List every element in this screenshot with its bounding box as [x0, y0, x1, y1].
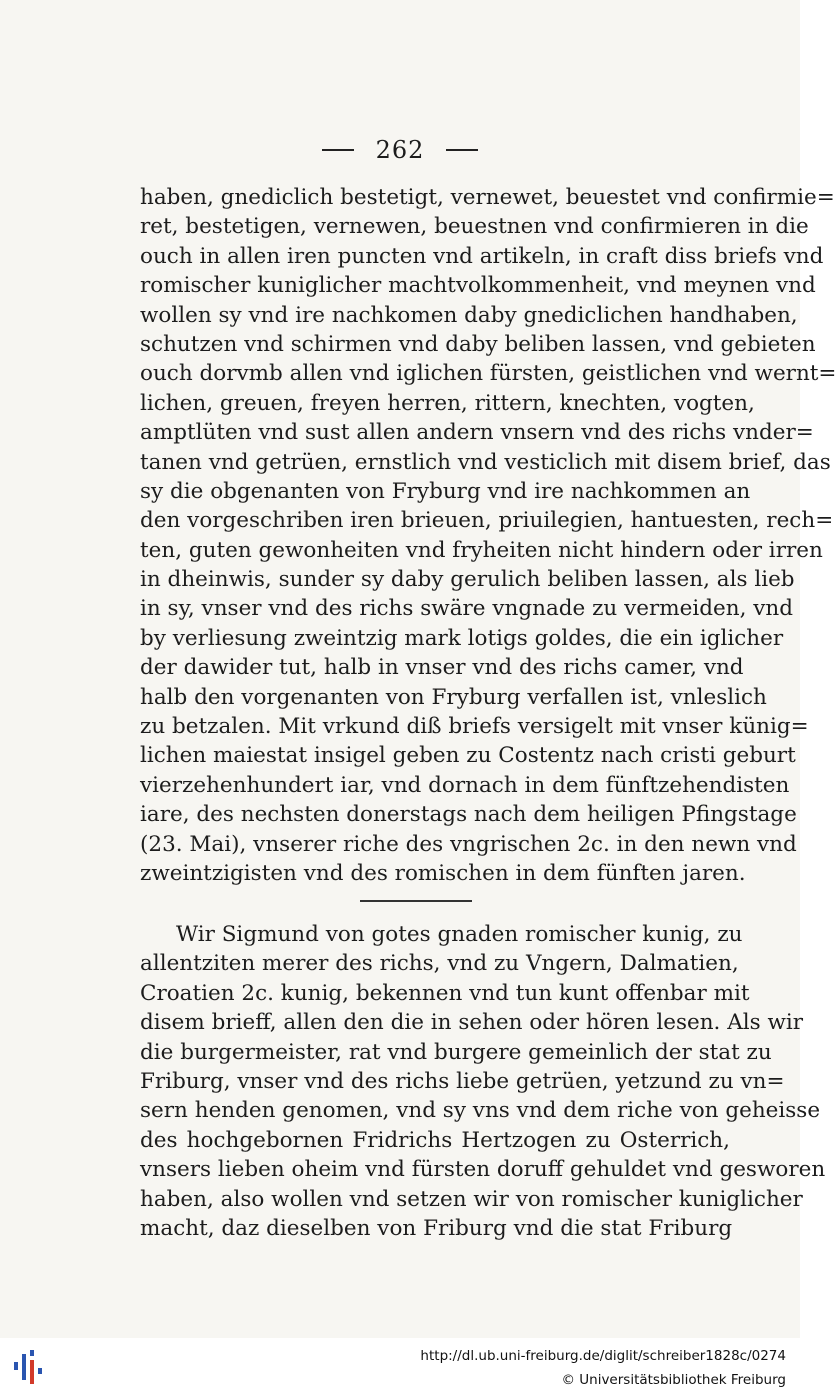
text-line: in sy, vnser vnd des richs swäre vngnade zu vermeiden, vnd [140, 596, 793, 622]
text-line: ouch dorvmb allen vnd iglichen fürsten, geistlichen vnd wernt= [140, 361, 836, 387]
text-line: tanen vnd getrüen, ernstlich vnd vesticlich mit disem brief, das [140, 449, 831, 475]
text-line: ret, bestetigen, vernewen, beuestnen vnd confirmieren in die [140, 214, 809, 240]
section-separator [360, 900, 472, 902]
page-header [0, 136, 800, 164]
text-line: sern henden genomen, vnd sy vns vnd dem riche von geheisse [140, 1098, 821, 1124]
paragraph-continued [140, 183, 836, 888]
text-line: zweintzigisten vnd des romischen in dem fünften jaren. [140, 860, 746, 886]
header-dash-left [322, 149, 354, 151]
text-line: sy die obgenanten von Fryburg vnd ire nachkommen an [140, 478, 751, 504]
text-line: macht, daz dieselben von Friburg vnd die stat Friburg [140, 1215, 733, 1241]
text-line: by verliesung zweintzig mark lotigs goldes, die ein iglicher [140, 625, 784, 651]
header-dash-right [446, 149, 478, 151]
text-line: Friburg, vnser vnd des richs liebe getrüen, yetzund zu vn= [140, 1068, 785, 1094]
text-line: allentziten merer des richs, vnd zu Vngern, Dalmatien, [140, 951, 739, 977]
text-line: haben, also wollen vnd setzen wir von romischer kuniglicher [140, 1186, 803, 1212]
text-line: schutzen vnd schirmen vnd daby beliben lassen, vnd gebieten [140, 331, 816, 357]
paragraph-charter [140, 920, 826, 1243]
text-line: den vorgeschriben iren brieuen, priuilegien, hantuesten, rech= [140, 508, 834, 534]
text-line: (23. Mai), vnserer riche des vngrischen 2c. in den newn vnd [140, 831, 797, 857]
text-line: vnsers lieben oheim vnd fürsten doruff gehuldet vnd gesworen [140, 1157, 826, 1183]
text-line: wollen sy vnd ire nachkomen daby gnediclichen handhaben, [140, 302, 798, 328]
text-line: romischer kuniglicher machtvolkommenheit, vnd meynen vnd [140, 273, 816, 299]
text-line: disem brieff, allen den die in sehen oder hören lesen. Als wir [140, 1010, 804, 1036]
text-line: halb den vorgenanten von Fryburg verfallen ist, vnleslich [140, 684, 767, 710]
text-line: Croatien 2c. kunig, bekennen vnd tun kunt offenbar mit [140, 980, 750, 1006]
text-line: des hochgebornen Fridrichs Hertzogen zu Osterrich, [140, 1127, 730, 1153]
text-line: die burgermeister, rat vnd burgere gemeinlich der stat zu [140, 1039, 772, 1065]
text-line: iare, des nechsten donerstags nach dem heiligen Pfingstage [140, 802, 797, 828]
text-line: lichen maiestat insigel geben zu Costentz nach cristi geburt [140, 743, 796, 769]
text-line: amptlüten vnd sust allen andern vnsern vnd des richs vnder= [140, 420, 814, 446]
footer [0, 1338, 800, 1396]
text-line: der dawider tut, halb in vnser vnd des richs camer, vnd [140, 655, 744, 681]
text-line: lichen, greuen, freyen herren, rittern, knechten, vogten, [140, 390, 755, 416]
page-number: 262 [375, 136, 425, 164]
copyright-notice: © Universitätsbibliothek Freiburg [561, 1372, 786, 1388]
text-line: ouch in allen iren puncten vnd artikeln, in craft diss briefs vnd [140, 243, 824, 269]
library-logo-icon [10, 1348, 50, 1388]
text-line: in dheinwis, sunder sy daby gerulich beliben lassen, als lieb [140, 567, 795, 593]
permalink-url[interactable]: http://dl.ub.uni-freiburg.de/diglit/schreiber1828c/0274 [420, 1348, 786, 1364]
text-line: ten, guten gewonheiten vnd fryheiten nicht hindern oder irren [140, 537, 823, 563]
text-line: zu betzalen. Mit vrkund diß briefs versigelt mit vnser künig= [140, 714, 809, 740]
text-line: haben, gnediclich bestetigt, vernewet, beuestet vnd confirmie= [140, 185, 835, 210]
text-line: Wir Sigmund von gotes gnaden romischer kunig, zu [176, 922, 743, 947]
text-line: vierzehenhundert iar, vnd dornach in dem fünftzehendisten [140, 772, 790, 798]
